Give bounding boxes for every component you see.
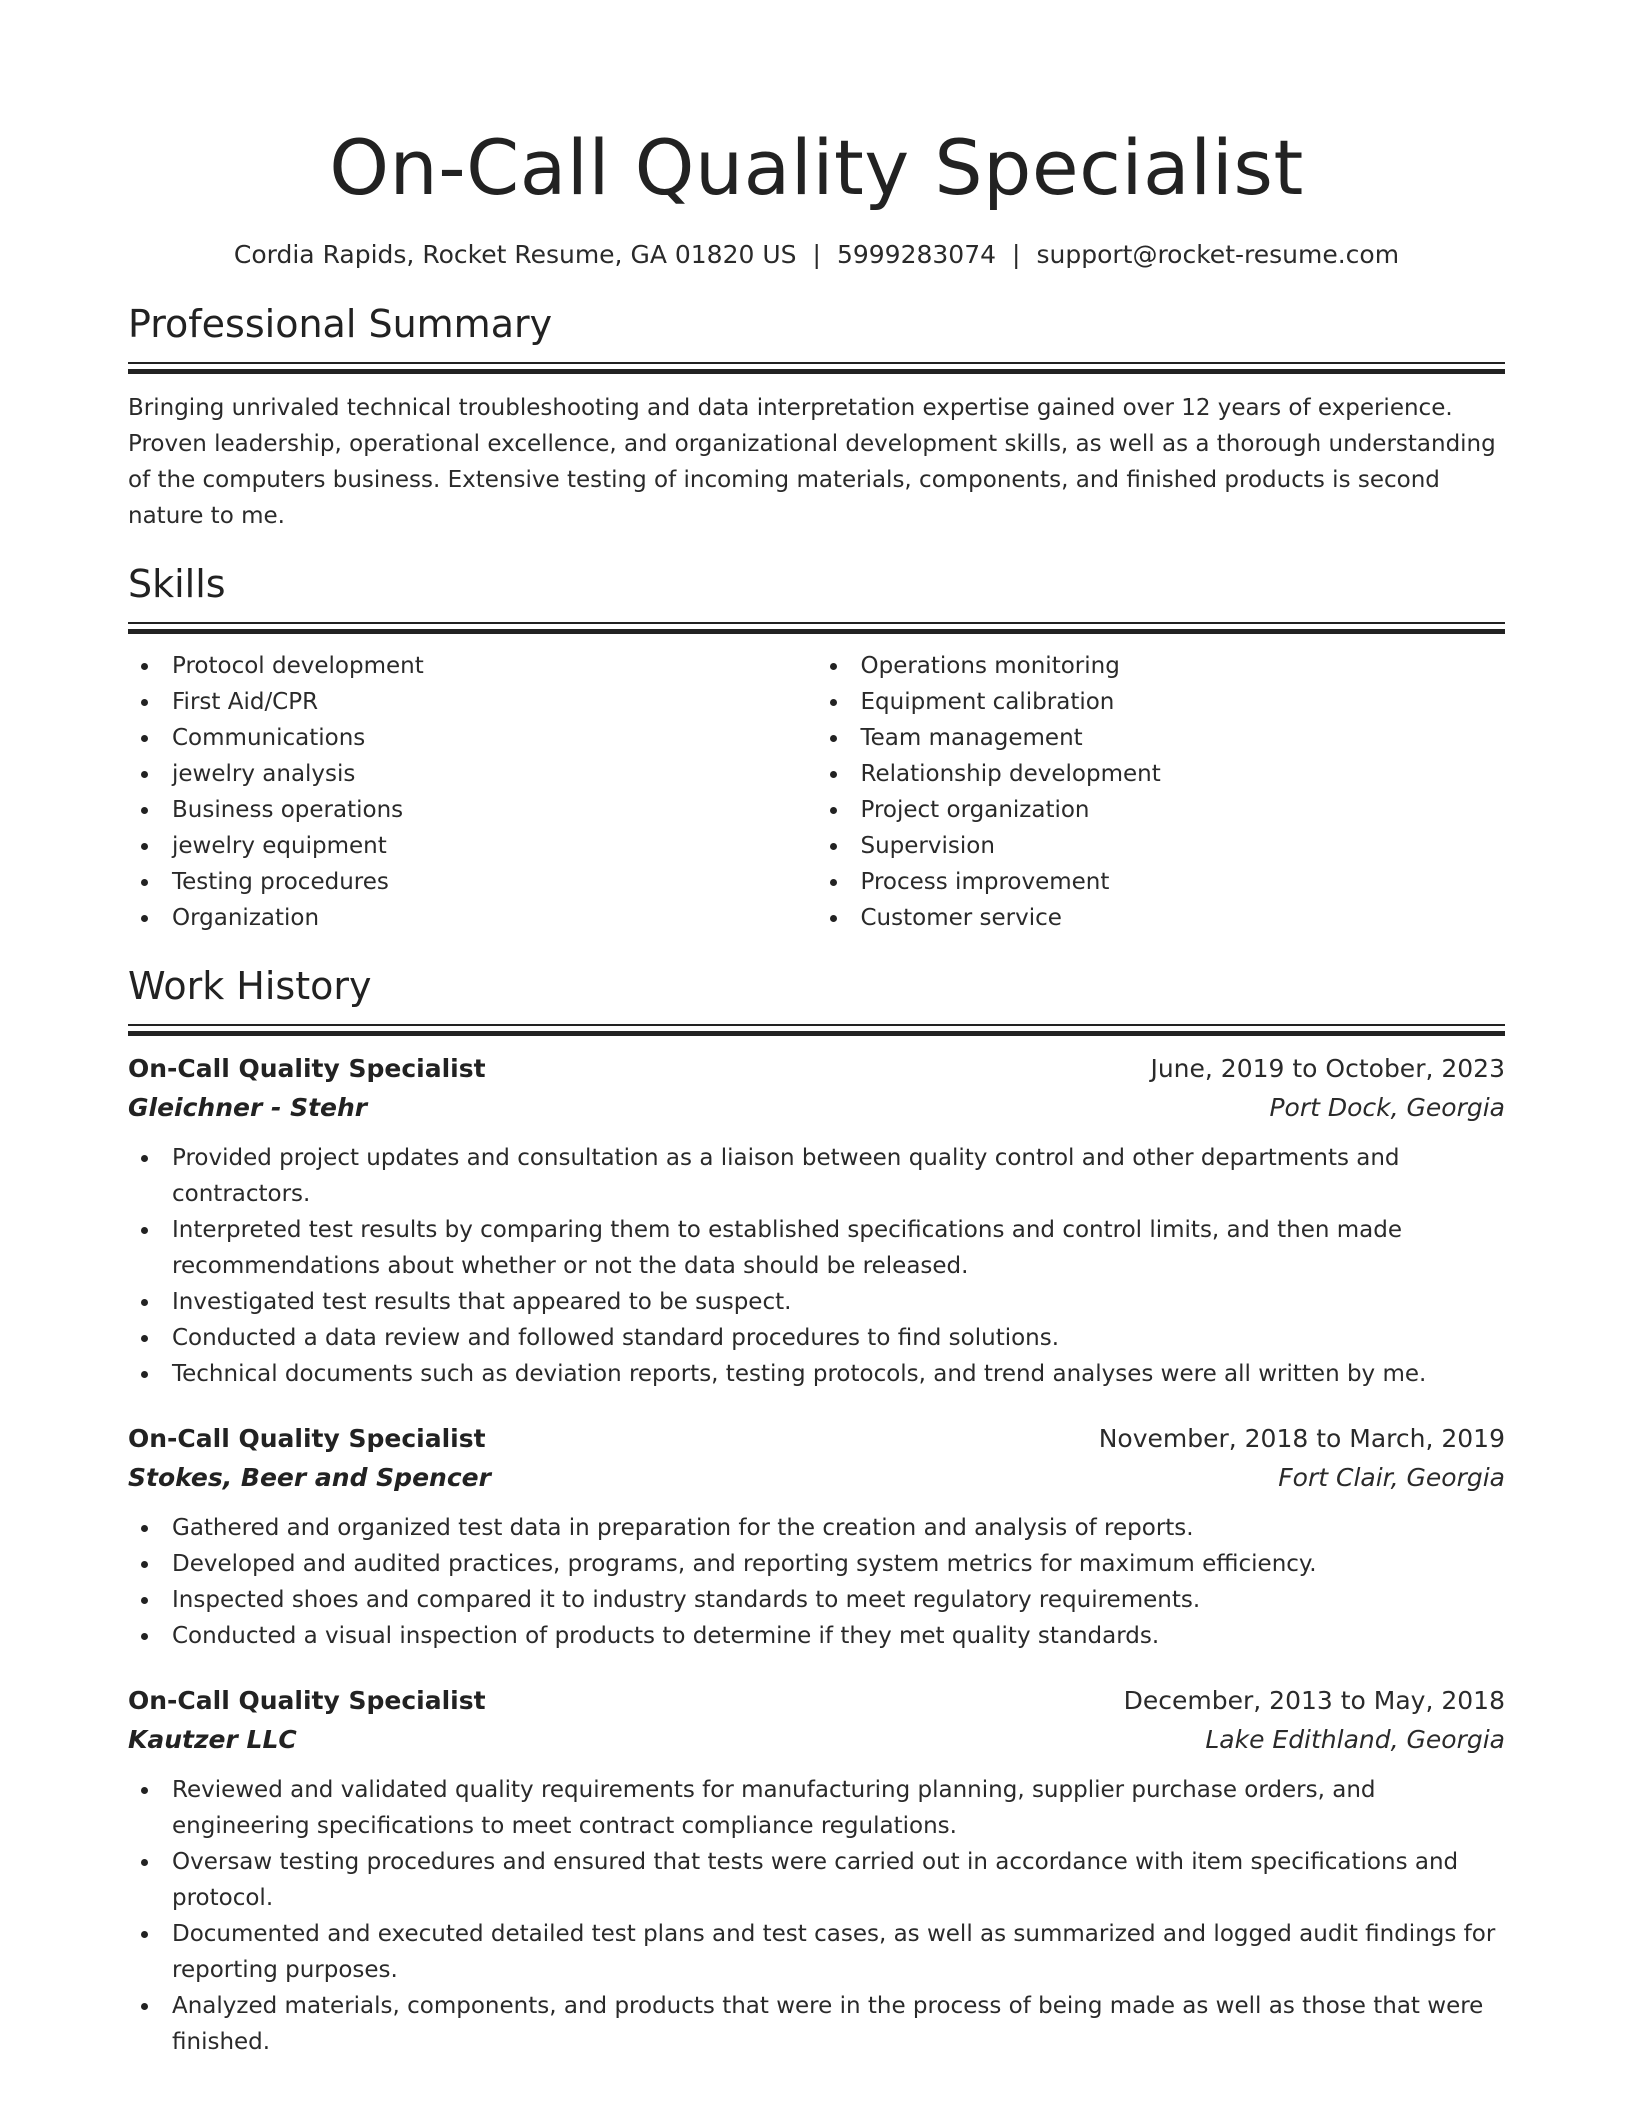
job-company: Gleichner - Stehr <box>128 1093 368 1122</box>
skill-item: Operations monitoring <box>861 648 1506 684</box>
job-company: Stokes, Beer and Spencer <box>128 1463 491 1492</box>
job-entry <box>128 1682 1505 2060</box>
job-bullet: Investigated test results that appeared to be suspect. <box>172 1284 1505 1320</box>
job-company: Kautzer LLC <box>128 1725 297 1754</box>
job-dates: November, 2018 to March, 2019 <box>1098 1424 1505 1453</box>
skill-item: Project organization <box>861 792 1506 828</box>
job-subheader <box>128 1088 1505 1128</box>
job-bullet: Conducted a data review and followed standard procedures to find solutions. <box>172 1320 1505 1356</box>
skill-item: First Aid/CPR <box>172 684 817 720</box>
skill-item: Relationship development <box>861 756 1506 792</box>
section-divider <box>128 622 1505 634</box>
job-dates: December, 2013 to May, 2018 <box>1123 1686 1505 1715</box>
job-subheader <box>128 1458 1505 1498</box>
skill-item: Team management <box>861 720 1506 756</box>
skill-item: Communications <box>172 720 817 756</box>
job-bullet: Conducted a visual inspection of products to determine if they met quality standards. <box>172 1618 1505 1654</box>
contact-line <box>128 238 1505 272</box>
job-subheader <box>128 1720 1505 1760</box>
skills-section <box>128 560 1505 936</box>
skill-item: jewelry analysis <box>172 756 817 792</box>
summary-text: Bringing unrivaled technical troubleshooting and data interpretation expertise gained over 12 years of experience. Proven leadership, operational excellence, and organizational development skills, as well as a thorough understanding of the computers business. Extensive testing of incoming materials, components, and finished products is second nature to me. <box>128 395 1496 529</box>
skill-item: Business operations <box>172 792 817 828</box>
section-title-skills: Skills <box>128 562 226 606</box>
job-bullet: Inspected shoes and compared it to industry standards to meet regulatory requirements. <box>172 1582 1505 1618</box>
job-bullet: Analyzed materials, components, and products that were in the process of being made as well as those that were finished. <box>172 1988 1505 2060</box>
skill-item: Process improvement <box>861 864 1506 900</box>
job-title: On-Call Quality Specialist <box>128 1686 486 1715</box>
skills-column-left <box>128 648 817 936</box>
job-bullet: Technical documents such as deviation reports, testing protocols, and trend analyses were all written by me. <box>172 1356 1505 1392</box>
job-bullet: Oversaw testing procedures and ensured that tests were carried out in accordance with item specifications and protocol. <box>172 1844 1505 1916</box>
section-title-summary: Professional Summary <box>128 302 553 346</box>
work-history-section <box>128 962 1505 2060</box>
job-entry <box>128 1420 1505 1654</box>
job-entry <box>128 1050 1505 1392</box>
job-location: Lake Edithland, Georgia <box>1205 1725 1505 1754</box>
section-divider <box>128 1024 1505 1036</box>
skills-column-right <box>817 648 1506 936</box>
job-dates: June, 2019 to October, 2023 <box>1150 1054 1505 1083</box>
job-bullet: Provided project updates and consultation as a liaison between quality control and other departments and contractors. <box>172 1140 1505 1212</box>
job-bullets <box>128 1510 1505 1654</box>
contact-phone: 5999283074 <box>836 240 997 269</box>
skill-item: Equipment calibration <box>861 684 1506 720</box>
skills-grid <box>128 648 1505 936</box>
contact-separator: | <box>1012 240 1021 269</box>
job-header <box>128 1420 1505 1458</box>
contact-address: Cordia Rapids, Rocket Resume, GA 01820 US <box>233 240 797 269</box>
section-title-work-history: Work History <box>128 964 372 1008</box>
skill-item: Customer service <box>861 900 1506 936</box>
job-header <box>128 1050 1505 1088</box>
job-bullet: Interpreted test results by comparing them to established specifications and control limits, and then made recommendations about whether or not the data should be released. <box>172 1212 1505 1284</box>
contact-email[interactable]: support@rocket-resume.com <box>1036 240 1400 269</box>
job-bullet: Gathered and organized test data in preparation for the creation and analysis of reports. <box>172 1510 1505 1546</box>
job-bullet: Reviewed and validated quality requirements for manufacturing planning, supplier purchase orders, and engineering specifications to meet contract compliance regulations. <box>172 1772 1505 1844</box>
section-divider <box>128 362 1505 374</box>
summary-section <box>128 300 1505 534</box>
candidate-name: On-Call Quality Specialist <box>329 123 1304 212</box>
job-bullet: Developed and audited practices, programs, and reporting system metrics for maximum efficiency. <box>172 1546 1505 1582</box>
job-title: On-Call Quality Specialist <box>128 1054 486 1083</box>
job-header <box>128 1682 1505 1720</box>
job-bullets <box>128 1140 1505 1392</box>
job-title: On-Call Quality Specialist <box>128 1424 486 1453</box>
skill-item: Protocol development <box>172 648 817 684</box>
job-bullet: Documented and executed detailed test plans and test cases, as well as summarized and logged audit findings for reporting purposes. <box>172 1916 1505 1988</box>
job-location: Fort Clair, Georgia <box>1278 1463 1505 1492</box>
skill-item: jewelry equipment <box>172 828 817 864</box>
job-bullets <box>128 1772 1505 2060</box>
skill-item: Testing procedures <box>172 864 817 900</box>
skill-item: Supervision <box>861 828 1506 864</box>
skill-item: Organization <box>172 900 817 936</box>
contact-separator: | <box>812 240 821 269</box>
job-location: Port Dock, Georgia <box>1269 1093 1505 1122</box>
